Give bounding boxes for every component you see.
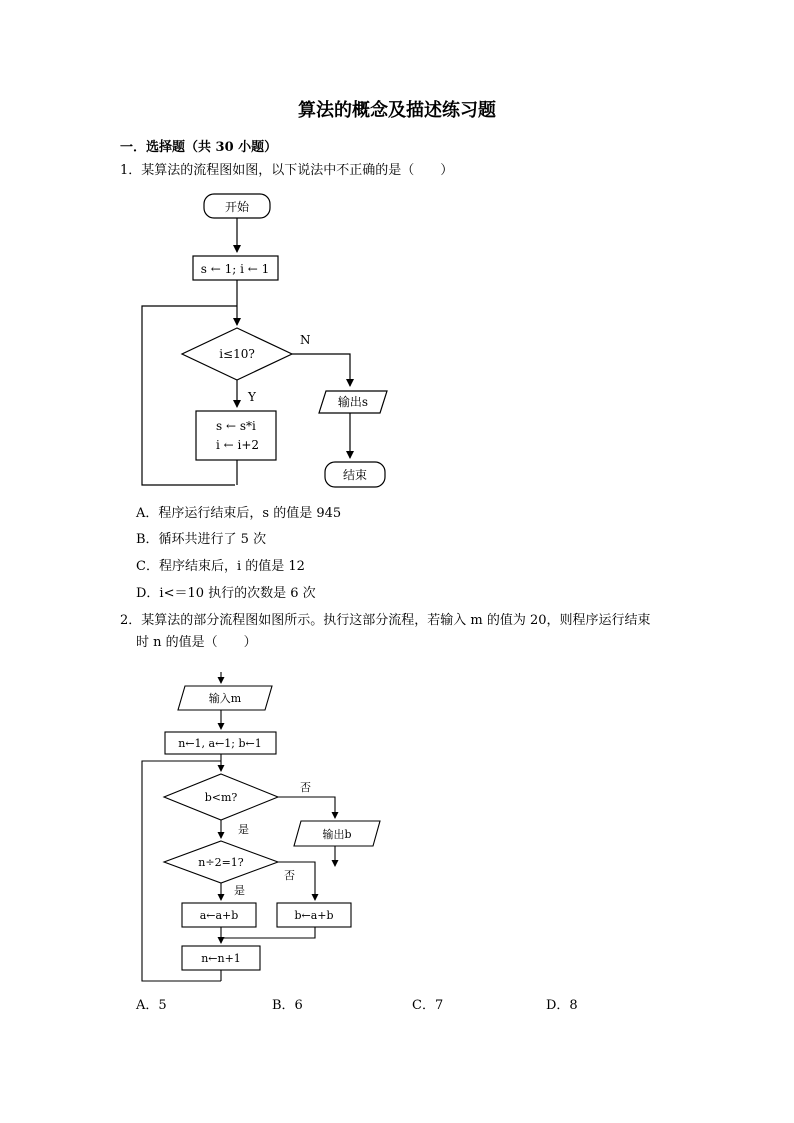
q2-option-a: A．5	[136, 998, 167, 1013]
q2-option-b: B．6	[272, 998, 303, 1013]
q2-option-d: D．8	[546, 998, 578, 1013]
question-2-stem-line2: 时 n 的值是（ ）	[136, 635, 257, 650]
fc2-no2-label: 否	[284, 869, 295, 882]
question-1-stem: 1．某算法的流程图如图，以下说法中不正确的是（ ）	[120, 163, 454, 178]
fc2-no1-label: 否	[300, 781, 311, 794]
fc2-assign-a-label: a←a+b	[199, 909, 239, 922]
q2-option-c: C．7	[412, 998, 444, 1013]
fc2-yes2-label: 是	[234, 884, 245, 897]
fc1-init-label: s ← 1; i ← 1	[200, 262, 270, 276]
fc2-init-label: n←1, a←1; b←1	[178, 737, 262, 750]
fc2-output-label: 输出b	[322, 828, 352, 841]
q1-option-a: A．程序运行结束后，s 的值是 945	[136, 506, 342, 521]
fc1-yes-label: Y	[248, 390, 256, 404]
fc2-condition2-label: n÷2=1?	[198, 856, 244, 869]
fc2-condition1-label: b<m?	[204, 791, 238, 804]
question-2-stem-line1: 2．某算法的部分流程图如图所示。执行这部分流程，若输入 m 的值为 20，则程序运行结束	[120, 613, 651, 628]
fc1-end-label: 结束	[342, 468, 368, 482]
q1-option-c: C．程序结束后，i 的值是 12	[136, 559, 305, 574]
fc1-start-label: 开始	[224, 200, 250, 214]
fc1-output-label: 输出s	[337, 395, 369, 409]
fc1-body-line1: s ← s*i	[216, 419, 256, 433]
fc2-assign-b-label: b←a+b	[294, 909, 334, 922]
fc1-no-label: N	[300, 333, 311, 347]
page-title: 算法的概念及描述练习题	[298, 100, 496, 121]
q1-option-b: B．循环共进行了 5 次	[136, 532, 267, 547]
fc2-yes1-label: 是	[238, 823, 249, 836]
fc1-condition-label: i≤10?	[219, 347, 255, 361]
fc1-body-line2: i ← i+2	[216, 438, 260, 452]
fc2-increment-label: n←n+1	[201, 952, 241, 965]
q1-option-d: D．i<＝10 执行的次数是 6 次	[136, 586, 316, 601]
fc2-input-label: 输入m	[208, 692, 242, 705]
section-heading: 一．选择题（共 30 小题）	[120, 140, 278, 155]
